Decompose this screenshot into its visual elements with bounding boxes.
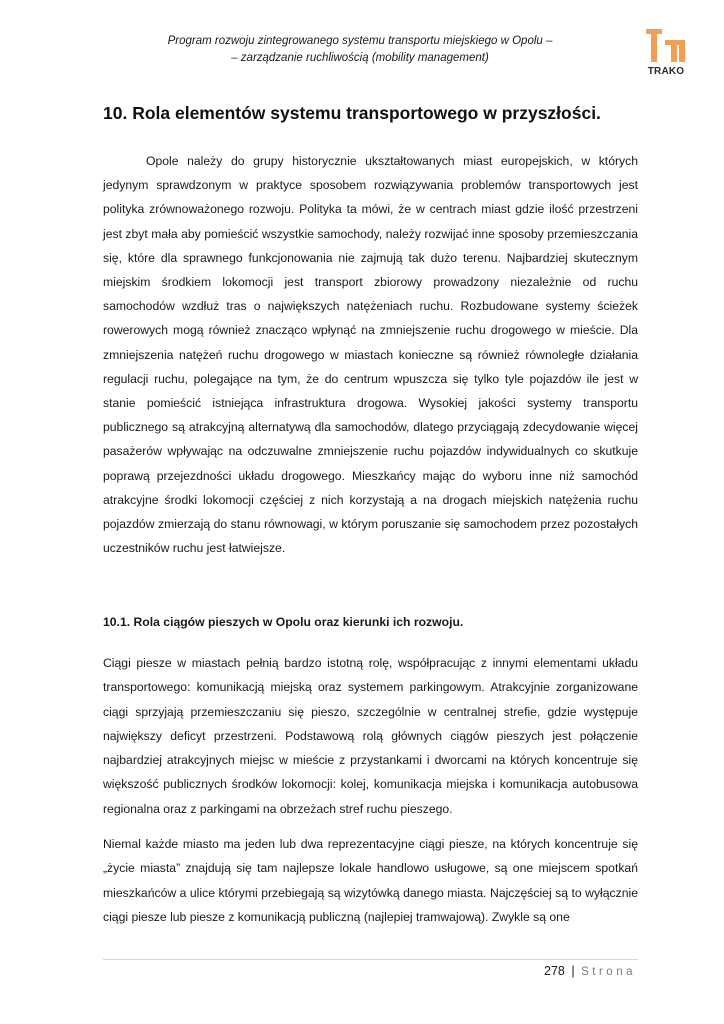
header-line-2: – zarządzanie ruchliwością (mobility management) xyxy=(231,52,489,64)
subsection-paragraph-2: Niemal każde miasto ma jeden lub dwa reprezentacyjne ciągi piesze, na których koncentruje się „życie miasta” znajdują się tam najlepsze lokale handlowo usługowe, są one miejscem spotkań mieszkańców a ulice którymi przebiegają są wizytówką danego miasta. Najczęściej są to wyłącznie ciągi piesze lub piesze z komunikacją publiczną (najlepiej tramwajową). Zwykle są one xyxy=(103,837,638,924)
section-title: 10. Rola elementów systemu transportowego w przyszłości. xyxy=(103,103,601,123)
trako-logo xyxy=(643,26,689,78)
header-line-1: Program rozwoju zintegrowanego systemu transportu miejskiego w Opolu – xyxy=(167,35,553,47)
page-footer xyxy=(544,964,636,978)
logo-text: TRAKO xyxy=(647,66,685,77)
subsection-title: 10.1. Rola ciągów pieszych w Opolu oraz kierunki ich rozwoju. xyxy=(103,615,464,629)
page-number: 278 xyxy=(544,964,565,978)
page-label: Strona xyxy=(581,966,636,978)
running-header xyxy=(100,33,620,67)
trako-logo-mark xyxy=(643,26,689,66)
subsection-paragraph-1: Ciągi piesze w miastach pełnią bardzo istotną rolę, współpracując z innymi elementami układu transportowego: komunikacją miejską oraz systemem parkingowym. Atrakcyjnie zorganizowane ciągi sprzyjają przemieszczaniu się pieszo, szczególnie w centralnej strefie, gdzie występuje największy deficyt przestrzeni. Podstawową rolą głównych ciągów pieszych jest połączenie najbardziej atrakcyjnych miejsc w mieście z przystankami i dworcami na których koncentruje się większość publicznych środków lokomocji: kolej, komunikacja miejska i komunikacja autobusowa regionalna oraz z parkingami na obrzeżach stref ruchu pieszego. xyxy=(103,656,638,816)
section-paragraph: Opole należy do grupy historycznie ukształtowanych miast europejskich, w których jedynym sprawdzonym w praktyce sposobem rozwiązywania problemów transportowych jest polityka zrównoważonego rozwoju. Polityka ta mówi, że w centrach miast gdzie ilość przestrzeni jest zbyt mała aby pomieścić wszystkie samochody, należy rozwijać inne sposoby przemieszczania się, które dla sprawnego funkcjonowania nie zajmują tak dużo terenu. Najbardziej skutecznym miejskim środkiem lokomocji jest transport zbiorowy prowadzony niezależnie od ruchu samochodów wzdłuż tras o największych natężeniach ruchu. Rozbudowane systemy ścieżek rowerowych mogą również znacząco wpłynąć na zmniejszenie ruchu drogowego w mieście. Dla zmniejszenia natężeń ruchu drogowego w miastach konieczne są również równoległe działania regulacji ruchu, polegające na tym, że do centrum wpuszcza się tylko tyle pojazdów ile jest w stanie pomieścić istniejąca infrastruktura drogowa. Wysokiej jakości systemy transportu publicznego są atrakcyjną alternatywą dla samochodów, dlatego przyciągają zdecydowanie więcej pasażerów wpływając na odczuwalne zmniejszenie ruchu pojazdów indywidualnych co skutkuje poprawą przejezdności układu drogowego. Mieszkańcy mając do wyboru inne niż samochód atrakcyjne środki lokomocji częściej z nich korzystają a na drogach miejskich natężenia ruchu pojazdów zmierzają do stanu równowagi, w którym poruszanie się samochodem przez pozostałych uczestników ruchu jest łatwiejsze. xyxy=(103,154,638,556)
footer-separator: | xyxy=(571,964,575,978)
footer-divider xyxy=(103,959,638,960)
